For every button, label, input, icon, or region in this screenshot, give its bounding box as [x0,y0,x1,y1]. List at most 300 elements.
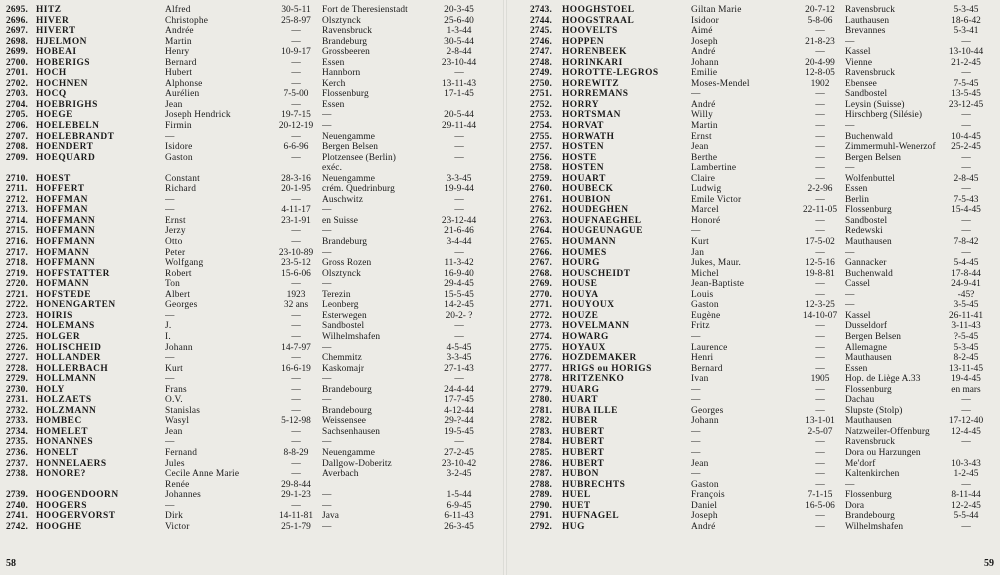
register-row [0,480,503,491]
death-date: 20-3-45 [444,5,474,15]
place: Natzweiler-Offenburg [845,426,930,437]
surname: HRITZENKO [562,374,625,385]
first-name: Constant [165,173,200,184]
entry-number: 2711. [6,184,28,195]
first-name: Ivan [691,374,709,385]
first-name: Wolfgang [165,258,204,269]
first-name: Jean [165,99,183,110]
surname: HUBA ILLE [562,405,618,416]
surname: HOOGERVORST [36,511,116,522]
birth-date: — [815,142,825,153]
entry-number: 2758. [530,163,553,174]
surname: HOELEBRANDT [36,131,115,142]
register-row [507,47,1000,58]
birth-date: 1902 [810,78,830,89]
birth-date: — [291,384,301,395]
register-row [0,216,503,227]
death-date: 21-2-45 [951,57,981,68]
birth-date: — [291,405,301,416]
surname: HOFMANN [36,247,89,258]
birth-date: 16-5-06 [805,500,835,511]
entry-number: 2789. [530,490,553,501]
surname: HOFFMANN [36,226,96,237]
surname: HOLY [36,384,65,395]
entry-number: 2716. [6,237,29,248]
entry-number: 2726. [6,342,29,353]
death-date: 12-2-45 [951,500,981,511]
entry-number: 2720. [6,279,29,290]
death-date: — [454,194,464,205]
place: Hop. de Liège A.33 [845,374,921,385]
entry-number: 2739. [6,490,29,501]
surname: HOUYA [562,289,599,300]
entry-number: 2753. [530,110,553,121]
register-row [507,216,1000,227]
register-row [507,184,1000,195]
surname: HOFFMANN [36,215,96,226]
death-date: 3-11-43 [951,321,981,332]
birth-date: — [815,226,825,237]
place: Vienne [845,57,873,68]
surname: HOROTTE-LEGROS [562,68,659,79]
surname: HOSTE [562,152,597,163]
first-name: Firmin [165,121,192,132]
place: Dusseldorf [845,321,888,332]
birth-date: 23-5-12 [281,258,311,269]
register-row [507,68,1000,79]
first-name: — [691,331,701,342]
surname: HOEQUARD [36,152,96,163]
entry-number: 2722. [6,300,29,311]
entry-number: 2748. [530,57,553,68]
register-row [507,300,1000,311]
left-page [0,5,503,571]
register-row [507,290,1000,301]
birth-date: 1923 [286,289,306,300]
entry-number: 2762. [530,205,553,216]
death-date: 5-4-45 [953,258,979,269]
birth-date: — [815,469,825,480]
first-name: Stanislas [165,405,201,416]
register-row [0,68,503,79]
birth-date: 6-6-96 [283,142,309,153]
place: Ravensbruck [322,26,373,37]
first-name: Gaston [165,152,193,163]
page-number: 59 [984,558,994,569]
death-date: 3-3-45 [446,173,472,184]
death-date: — [961,121,971,132]
register-row [0,279,503,290]
register-row [0,343,503,354]
first-name: Daniel [691,500,718,511]
death-date: — [961,247,971,258]
register-row [507,353,1000,364]
first-name: Henry [165,47,190,58]
register-row [507,37,1000,48]
birth-date: — [291,353,301,364]
entry-number: 2705. [6,110,29,121]
death-date: 13-11-45 [948,363,984,374]
place: Dachau [845,395,875,406]
place: Terezin [322,289,351,300]
entry-number: 2706. [6,121,29,132]
register-row [0,132,503,143]
right-page [507,5,1000,571]
birth-date: 30-5-11 [281,5,311,15]
place: — [845,163,855,174]
register-row [0,163,503,174]
first-name: — [165,374,175,385]
first-name: Aurélien [165,89,200,100]
first-name: Robert [165,268,192,279]
place: Sandbostel [845,215,888,226]
register-row [0,332,503,343]
entry-number: 2781. [530,405,553,416]
register-row [0,501,503,512]
surname: HOFFSTATTER [36,268,110,279]
death-date: -45? [957,289,975,300]
place: Bergen Belsen [845,331,902,342]
death-date: 14-2-45 [444,300,474,311]
first-name: — [691,384,701,395]
surname: HOUDEGHEN [562,205,629,216]
entry-number: 2738. [6,469,29,480]
surname: HORINKARI [562,57,623,68]
death-date: en mars [951,384,981,395]
place: — [322,247,332,258]
first-name: Eugène [691,310,721,321]
register-row [507,110,1000,121]
entry-number: 2707. [6,131,29,142]
surname: HITZ [36,5,62,15]
surname: HOCHNEN [36,78,88,89]
first-name: Albert [165,289,191,300]
entry-number: 2727. [6,353,29,364]
place: — [322,226,332,237]
death-date: — [454,247,464,258]
death-date: 15-5-45 [444,289,474,300]
surname: HOUYOUX [562,300,615,311]
first-name: Jukes, Maur. [691,258,742,269]
first-name: Cecile Anne Marie [165,469,240,480]
register-row [0,385,503,396]
first-name: — [691,447,701,458]
entry-number: 2729. [6,374,29,385]
place: — [322,374,332,385]
birth-date: — [291,279,301,290]
birth-date: 10-9-17 [281,47,311,58]
death-date: 3-2-45 [446,469,472,480]
birth-date: — [291,99,301,110]
death-date: 3-5-45 [953,300,979,311]
surname: HOFSTEDE [36,289,92,300]
first-name: — [165,500,175,511]
place: Brandeburg [322,237,368,248]
register-row [507,16,1000,27]
first-name: Johannes [165,490,201,501]
entry-number: 2732. [6,405,29,416]
surname: HUFNAGEL [562,511,620,522]
surname: HOUSCHEIDT [562,268,631,279]
death-date: 13-10-44 [948,47,984,58]
first-name: Alfred [165,5,191,15]
death-date: 1-2-45 [953,469,979,480]
surname: HOUSE [562,279,598,290]
place: — [322,521,332,532]
birth-date: — [815,321,825,332]
entry-number: 2742. [6,521,29,532]
register-row [0,26,503,37]
entry-number: 2736. [6,447,29,458]
entry-number: 2699. [6,47,29,58]
birth-date: — [291,310,301,321]
birth-date: 23-10-89 [278,247,314,258]
death-date: 11-3-42 [444,258,474,269]
first-name: — [165,353,175,364]
place: Brandeburg [322,36,368,47]
entry-number: 2777. [530,363,553,374]
surname: HUG [562,521,585,532]
entry-number: 2778. [530,374,553,385]
place: Flossenburg [845,205,892,216]
first-name: Christophe [165,15,209,26]
death-date: 17-1-45 [444,89,474,100]
surname: HOOGERS [36,500,87,511]
entry-number: 2786. [530,458,553,469]
birth-date: — [815,447,825,458]
register-row [0,321,503,332]
surname: HOBEAI [36,47,77,58]
death-date: — [961,521,971,532]
surname: HOUMANN [562,237,617,248]
surname: HOLZMANN [36,405,97,416]
birth-date: — [291,426,301,437]
birth-date: — [815,163,825,174]
first-name: Frans [165,384,187,395]
entry-number: 2695. [6,5,29,15]
surname: HOFMANN [36,279,89,290]
register-row [0,248,503,259]
entry-number: 2745. [530,26,553,37]
register-row [507,374,1000,385]
register-row [507,100,1000,111]
place: en Suisse [322,215,359,226]
birth-date: — [291,131,301,142]
entry-number: 2703. [6,89,29,100]
death-date: 7-5-43 [953,194,979,205]
birth-date: — [815,511,825,522]
register-row [507,237,1000,248]
first-name: Joseph [691,511,718,522]
death-date: 1-5-44 [446,490,472,501]
register-row [507,269,1000,280]
entry-number: 2701. [6,68,29,79]
birth-date: 7-1-15 [807,490,833,501]
surname: HUART [562,395,599,406]
place: Flossenburg [845,490,892,501]
entry-number: 2760. [530,184,553,195]
first-name: Johann [691,416,719,427]
place: Wilhelmshafen [322,331,381,342]
death-date: 16-9-40 [444,268,474,279]
death-date: — [961,405,971,416]
surname: HOMELET [36,426,88,437]
register-row [0,395,503,406]
first-name: Bernard [165,57,197,68]
first-name: Martin [165,36,192,47]
surname: HOIRIS [36,310,73,321]
death-date: 3-4-44 [446,237,472,248]
surname: HORREMANS [562,89,629,100]
death-date: — [961,215,971,226]
place: — [322,279,332,290]
register-row [507,427,1000,438]
birth-date: 23-1-91 [281,215,311,226]
death-date: 19-5-45 [444,426,474,437]
death-date: 27-2-45 [444,447,474,458]
first-name: Berthe [691,152,718,163]
surname: HONORE? [36,469,86,480]
birth-date: — [291,226,301,237]
place: crém. Quedrinburg [322,184,395,195]
birth-date: 12-5-16 [805,258,835,269]
place: Sandbostel [322,321,365,332]
first-name: Georges [691,405,724,416]
entry-number: 2749. [530,68,553,79]
first-name: Joseph Hendrick [165,110,231,121]
surname: HOUART [562,173,606,184]
place: Gannacker [845,258,887,269]
surname: HOMBEC [36,416,82,427]
entry-number: 2770. [530,289,553,300]
register-row [0,459,503,470]
first-name: Martin [691,121,718,132]
entry-number: 2790. [530,500,553,511]
surname: HOYAUX [562,342,606,353]
surname: HOELEBELN [36,121,100,132]
death-date: 29-?-44 [444,416,474,427]
first-name: Wasyl [165,416,190,427]
first-name: André [691,521,716,532]
place: Berlin [845,194,870,205]
entry-number: 2725. [6,331,29,342]
first-name: — [691,89,701,100]
birth-date: — [815,395,825,406]
place: Hannborn [322,68,361,79]
death-date: 29-4-45 [444,279,474,290]
register-row [0,416,503,427]
first-name: Jean-Baptiste [691,279,745,290]
surname: HOEGE [36,110,73,121]
register-row [507,406,1000,417]
birth-date: 21-8-23 [805,36,835,47]
surname: HIVERT [36,26,76,37]
register-row [0,121,503,132]
death-date: 19-9-44 [444,184,474,195]
first-name: — [165,437,175,448]
register-row [0,258,503,269]
entry-number: 2788. [530,479,553,490]
death-date: 17-12-40 [948,416,984,427]
place: — [322,342,332,353]
register-row [0,205,503,216]
death-date: 3-3-45 [446,353,472,364]
entry-number: 2704. [6,99,29,110]
register-row [0,89,503,100]
register-row [507,58,1000,69]
entry-number: 2785. [530,447,553,458]
birth-date: 28-3-16 [281,173,311,184]
birth-date: 2-5-07 [807,426,833,437]
first-name: — [165,310,175,321]
surname: HOOGSTRAAL [562,15,635,26]
surname: HONANNES [36,437,94,448]
entry-number: 2696. [6,15,29,26]
register-row [0,237,503,248]
death-date: 6-11-43 [444,511,474,522]
place: Ebensee [845,78,877,89]
first-name: Claire [691,173,716,184]
place: — [322,500,332,511]
register-row [507,132,1000,143]
birth-date: 22-11-05 [802,205,838,216]
place: Essen [845,363,868,374]
first-name: Georges [165,300,198,311]
register-row [0,311,503,322]
register-row [507,26,1000,37]
entry-number: 2737. [6,458,29,469]
place: Neuengamme [322,447,376,458]
place: Leonberg [322,300,359,311]
surname: HOFFMANN [36,258,96,269]
register-row [507,311,1000,322]
register-row [0,427,503,438]
death-date: — [454,152,464,163]
entry-number: 2772. [530,310,553,321]
first-name: Kurt [165,363,183,374]
register-row [507,163,1000,174]
first-name: Jean [691,458,709,469]
place: Lauthausen [845,15,890,26]
birth-date: — [291,321,301,332]
place: Mauthausen [845,353,892,364]
birth-date: — [291,194,301,205]
birth-date: — [815,194,825,205]
first-name: — [691,395,701,406]
death-date: 5-5-44 [953,511,979,522]
surname: HUBON [562,469,599,480]
place: — [845,121,855,132]
death-date: — [961,152,971,163]
death-date: 5-3-41 [953,26,979,37]
place: Flossenburg [845,384,892,395]
birth-date: 29-1-23 [281,490,311,501]
birth-date: — [291,437,301,448]
first-name: Renée [165,479,190,490]
first-name: Louis [691,289,714,300]
birth-date: — [291,237,301,248]
place: Kassel [845,310,871,321]
birth-date: 19-7-15 [281,110,311,121]
death-date: 12-4-45 [951,426,981,437]
birth-date: 16-6-19 [281,363,311,374]
birth-date: 14-7-97 [281,342,311,353]
place: Buchenwald [845,131,893,142]
death-date: 18-6-42 [951,15,981,26]
first-name: Gaston [691,479,719,490]
place: Buchenwald [845,268,893,279]
surname: HOOVELTS [562,26,618,37]
